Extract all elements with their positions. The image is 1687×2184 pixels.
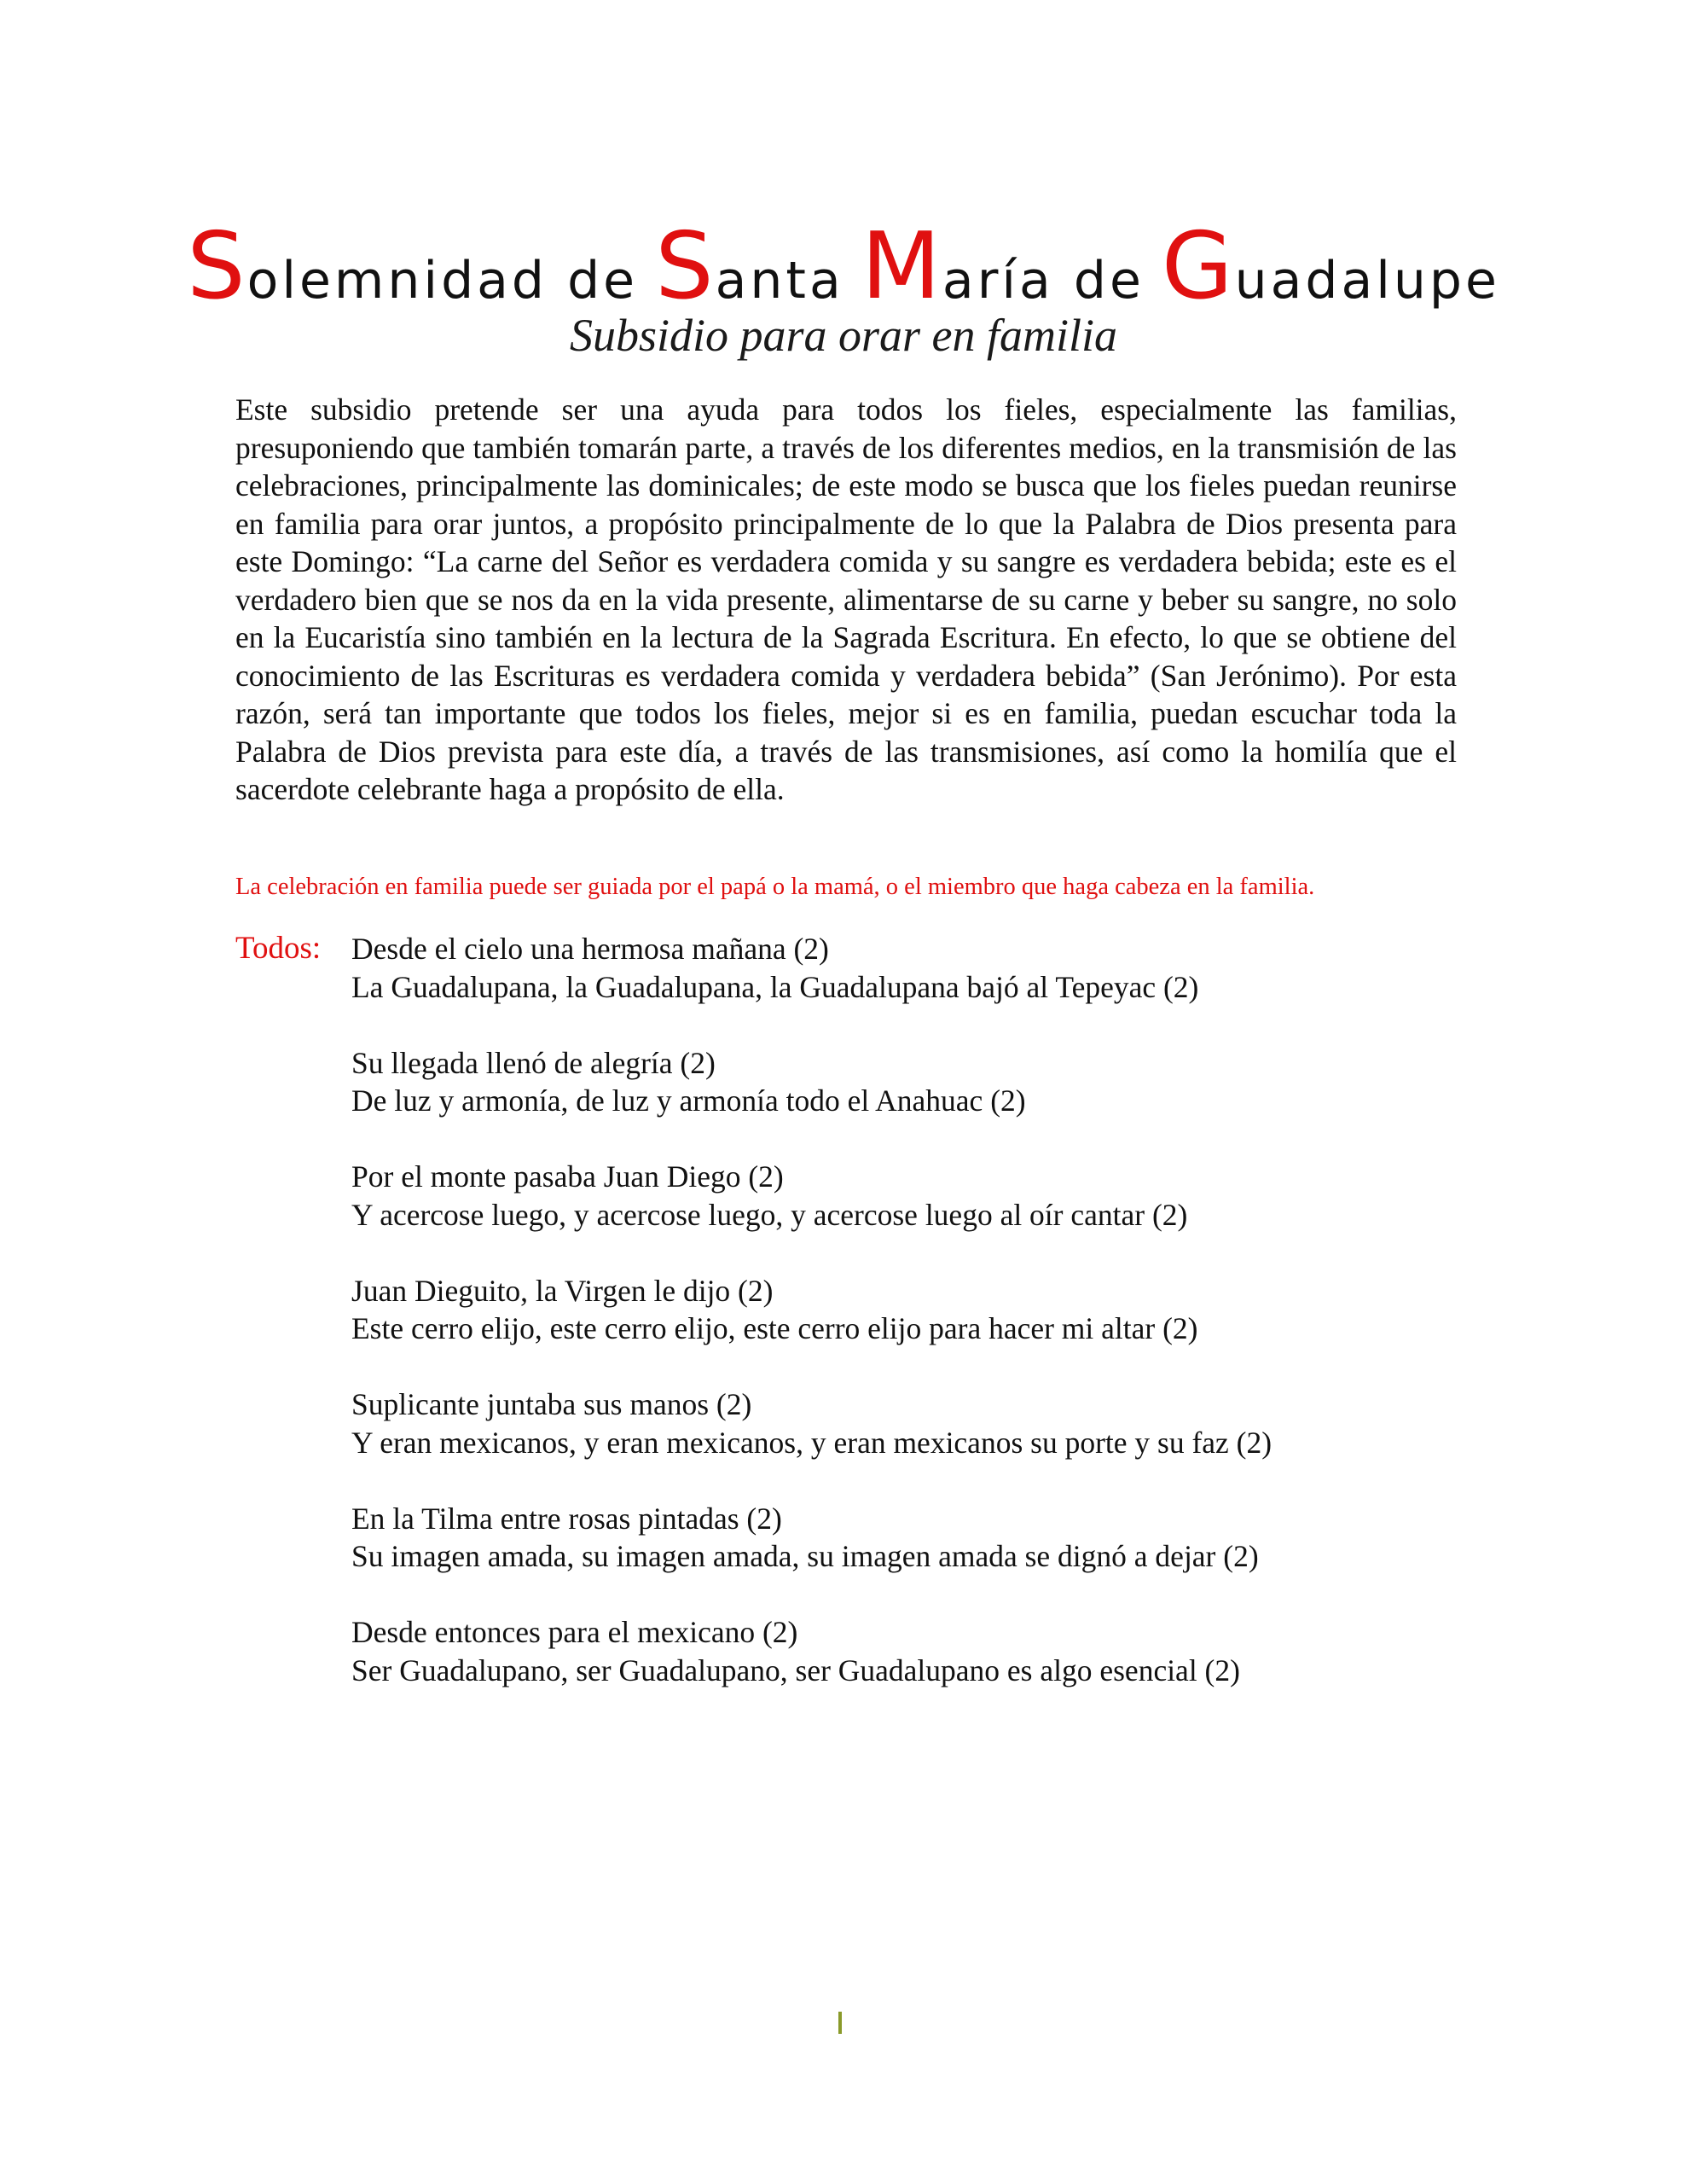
stanza — [351, 1158, 1477, 1234]
stanza — [351, 1385, 1477, 1461]
stanza-line: Su imagen amada, su imagen amada, su imagen amada se dignó a dejar (2) — [351, 1539, 1259, 1573]
stanza — [351, 1272, 1477, 1348]
document-title — [0, 213, 1687, 321]
stanza — [351, 1613, 1477, 1689]
document-subtitle: Subsidio para orar en familia — [569, 310, 1118, 361]
stanza — [351, 1500, 1477, 1576]
stanza-line: Ser Guadalupano, ser Guadalupano, ser Guadalupano es algo esencial (2) — [351, 1653, 1240, 1687]
stanza-line: Por el monte pasaba Juan Diego (2) — [351, 1159, 784, 1194]
stanza-line: Juan Dieguito, la Virgen le dijo (2) — [351, 1273, 774, 1308]
title-word: Solemnidad de — [187, 213, 639, 321]
stanza-line: Y eran mexicanos, y eran mexicanos, y eran mexicanos su porte y su faz (2) — [351, 1425, 1272, 1460]
title-word: María de — [861, 213, 1145, 321]
stanza-line: Desde el cielo una hermosa mañana (2) — [351, 932, 829, 966]
stanza-line: De luz y armonía, de luz y armonía todo el Anahuac (2) — [351, 1083, 1026, 1118]
stanza-line: Suplicante juntaba sus manos (2) — [351, 1387, 752, 1421]
page-number-mark — [838, 2012, 842, 2034]
song-stanzas — [351, 930, 1477, 1728]
stanza — [351, 1044, 1477, 1120]
title-word: Santa — [655, 213, 844, 321]
speaker-label: Todos: — [235, 931, 322, 966]
stanza-line: Y acercose luego, y acercose luego, y acercose luego al oír cantar (2) — [351, 1197, 1188, 1232]
intro-paragraph: Este subsidio pretende ser una ayuda para todos los fieles, especialmente las familias, presuponiendo que también tomarán parte, a través de los diferentes medios, en la transmisión de las celebraciones, principalmente las dominicales; de este modo se busca que los fieles puedan reunirse en familia para orar juntos, a propósito principalmente de lo que la Palabra de Dios presenta para este Domingo: “La carne del Señor es verdadera comida y su sangre es verdadera bebida; este es el verdadero bien que se nos da en la vida presente, alimentarse de su carne y beber su sangre, no solo en la Eucaristía sino también en la lectura de la Sagrada Escritura. En efecto, lo que se obtiene del conocimiento de las Escrituras es verdadera comida y verdadera bebida” (San Jerónimo). Por esta razón, será tan importante que todos los fieles, mejor si es en familia, puedan escuchar toda la Palabra de Dios prevista para este día, a través de las transmisiones, así como la homilía que el sacerdote celebrante haga a propósito de ella. — [235, 392, 1457, 806]
stanza-line: La Guadalupana, la Guadalupana, la Guadalupana bajó al Tepeyac (2) — [351, 969, 1199, 1004]
stanza — [351, 930, 1477, 1006]
rubric-note: La celebración en familia puede ser guiada por el papá o la mamá, o el miembro que haga cabeza en la familia. — [235, 874, 1315, 900]
stanza-line: Desde entonces para el mexicano (2) — [351, 1615, 798, 1649]
stanza-line: Este cerro elijo, este cerro elijo, este cerro elijo para hacer mi altar (2) — [351, 1311, 1198, 1345]
title-word: Guadalupe — [1161, 213, 1500, 321]
stanza-line: Su llegada llenó de alegría (2) — [351, 1045, 716, 1080]
stanza-line: En la Tilma entre rosas pintadas (2) — [351, 1501, 782, 1536]
